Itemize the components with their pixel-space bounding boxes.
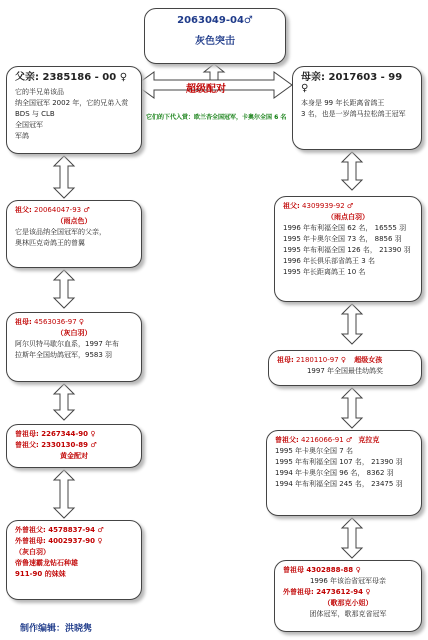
top-bird-box <box>144 8 286 64</box>
father-title: 父亲: 2385186 - 00 ♀ <box>15 72 128 83</box>
right-great-grandfather-box <box>266 430 422 516</box>
super-pair-label: 超级配对 <box>186 84 226 95</box>
rgm-ring: 2180110-97 ♀ <box>296 356 347 364</box>
father-line: 它的半兄弟该品 <box>15 88 64 96</box>
rgg-line: 1995 年卡奥尔全国 7 名 <box>275 447 353 455</box>
lgf-name: （雨点色） <box>56 217 92 225</box>
rmg-row3: 外曾祖母: 2473612-94 ♀ <box>283 588 371 596</box>
rgg-ring: 4216066-91 ♂ <box>301 436 353 444</box>
right-grandfather-box <box>274 196 422 302</box>
right-grandmother-box <box>268 350 422 386</box>
lgg-row2: 曾祖父: 2330130-89 ♂ <box>15 441 97 449</box>
rgg-line: 1994 年布利福全国 245 名， 23475 羽 <box>275 480 403 488</box>
left-arrow-3 <box>54 384 74 420</box>
rgm-line: 1997 年全国最佳幼鸽奖 <box>306 367 384 375</box>
rgg-role: 曾祖父: <box>275 436 299 444</box>
lmg-row2: 外曾祖母: 4002937-90 ♀ <box>15 537 103 545</box>
rgf-line: 1995 年卡奥尔全国 73 名， 8856 羽 <box>283 235 402 243</box>
rgm-badge: 超级女孩 <box>354 356 383 364</box>
rgf-line: 1996 年布利福全国 62 名， 16555 羽 <box>283 224 407 232</box>
offspring-note: 它们的下代入赏：欧兰杏全国冠军，卡奥尔全国 6 名 <box>146 114 287 121</box>
top-bird-name: 灰色突击 <box>195 36 235 47</box>
left-arrow-2 <box>54 270 74 308</box>
lgg-row1: 曾祖母: 2267344-90 ♀ <box>15 430 96 438</box>
left-maternal-box <box>6 520 142 600</box>
up-arrow <box>204 64 224 80</box>
lgm-ring: 4563036-97 ♀ <box>34 318 85 326</box>
lgm-name: （灰白羽） <box>56 329 92 337</box>
left-golden-pair-box <box>6 424 142 468</box>
left-arrow-4 <box>54 470 74 518</box>
mother-line: 本身是 99 年长距离省鸽王 <box>301 99 385 107</box>
father-line: 军鸽 <box>15 132 29 140</box>
rmg-row2: 1996 年该治省冠军母亲 <box>309 577 387 585</box>
rgm-role: 祖母: <box>277 356 294 364</box>
right-arrow-2 <box>342 304 362 344</box>
lgf-line: 奥林匹克奇鸽王的曾翼 <box>15 239 85 247</box>
rgf-line: 1996 年长俱乐部省鸽王 3 名 <box>283 257 375 265</box>
rgf-line: 1995 年长距离鸽王 10 名 <box>283 268 366 276</box>
lmg-row1: 外曾祖父: 4578837-94 ♂ <box>15 526 104 534</box>
left-grandfather-box <box>6 200 142 268</box>
left-arrow-1 <box>54 156 74 198</box>
lmg-name: （灰白羽） <box>15 548 50 556</box>
rgf-line: 1995 年布利福全国 126 名， 21390 羽 <box>283 246 411 254</box>
rmg-line: 团体冠军，歌那克省冠军 <box>309 610 387 618</box>
lgm-role: 祖母: <box>15 318 32 326</box>
father-line: 纳全国冠军 2002 年，它的兄弟入赏 BDS 与 CLB <box>15 99 129 118</box>
lgf-ring: 20064047-93 ♂ <box>34 206 90 214</box>
lgm-line: 阿尔贝特马歇尔血系，1997 年布 <box>15 340 120 348</box>
lgm-line: 拉斯年全国幼鸽冠军，9583 羽 <box>15 351 113 359</box>
rgf-role: 祖父: <box>283 202 300 210</box>
lmg-line2: 911-90 的妹妹 <box>15 570 66 578</box>
rmg-row1: 曾祖母 4302888-88 ♀ <box>283 566 361 574</box>
rgf-ring: 4309939-92 ♂ <box>302 202 354 210</box>
mother-title: 母亲: 2017603 - 99 ♀ <box>301 72 403 94</box>
footer-credit: 制作编辑：洪晓隽 <box>20 624 93 634</box>
top-bird-id: 2063049-04♂ <box>177 15 253 26</box>
father-line: 全国冠军 <box>15 121 43 129</box>
rgg-name: 克拉克 <box>358 436 380 444</box>
father-box <box>6 66 142 154</box>
mother-line: 3 名，也是一岁鸽马拉松鸽王冠军 <box>301 110 406 118</box>
lmg-line1: 帝鲁速霸龙钻石种雄 <box>15 559 78 567</box>
rgg-line: 1994 年卡奥尔全国 96 名， 8362 羽 <box>275 469 394 477</box>
lgf-line: 它是该品纳全国冠军的父亲， <box>15 228 106 236</box>
mother-box <box>292 66 422 150</box>
left-grandmother-box <box>6 312 142 382</box>
lgg-note: 黄金配对 <box>60 452 88 460</box>
rmg-name: （歌那克小姐） <box>323 599 373 607</box>
right-arrow-3 <box>342 388 362 428</box>
lgf-role: 祖父: <box>15 206 32 214</box>
rgg-line: 1995 年布利福全国 107 名， 21390 羽 <box>275 458 403 466</box>
right-maternal-box <box>274 560 422 632</box>
right-arrow-1 <box>342 152 362 190</box>
right-arrow-4 <box>342 518 362 558</box>
rgf-name: （雨点白羽） <box>327 213 369 221</box>
